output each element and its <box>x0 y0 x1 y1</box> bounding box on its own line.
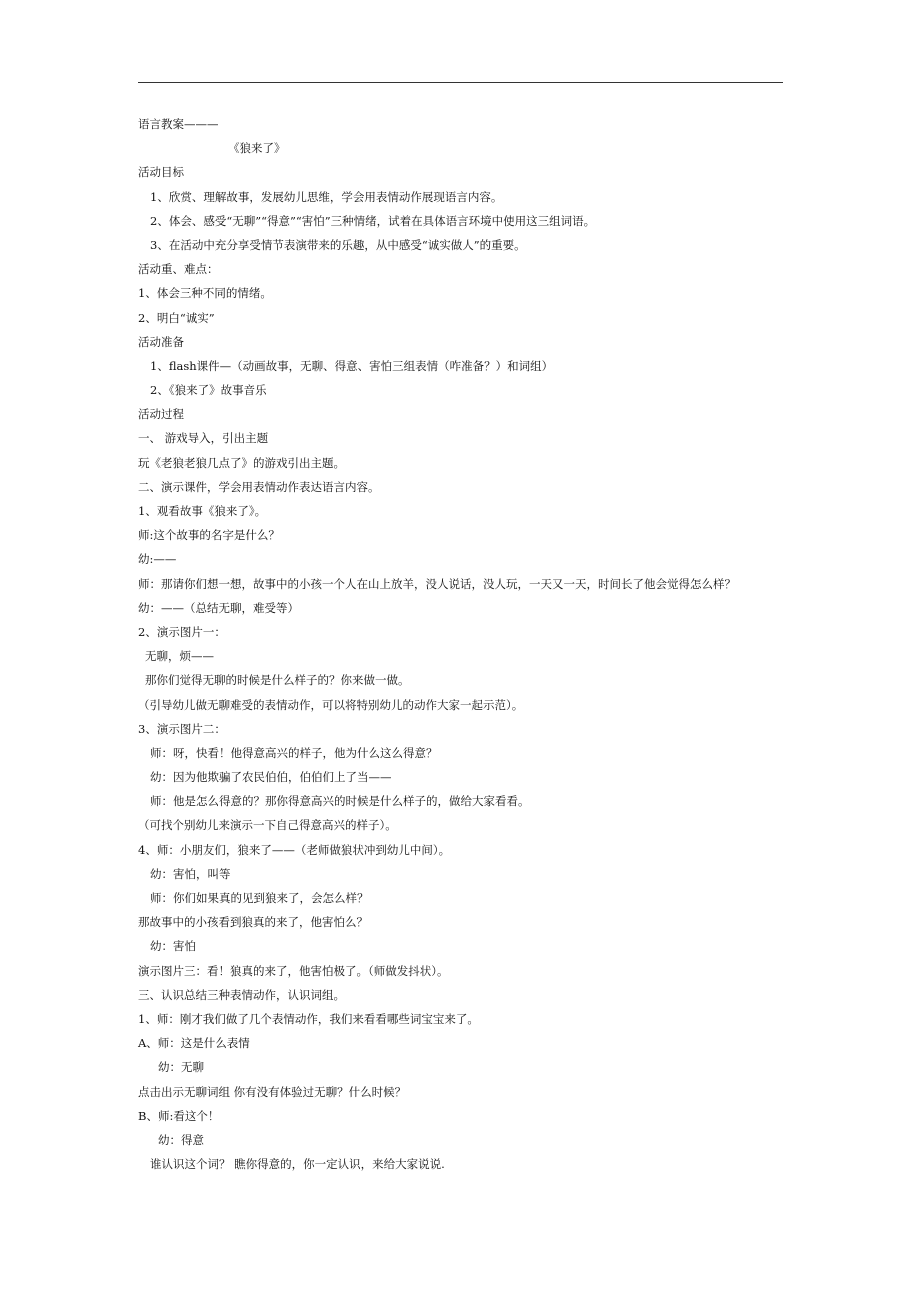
text-line: 幼：得意 <box>158 1132 204 1147</box>
text-line: 点击出示无聊词组 你有没有体验过无聊？什么时候？ <box>138 1084 407 1099</box>
document-heading: 语言教案——— <box>138 117 219 131</box>
text-line: 幼:—— <box>138 552 177 567</box>
text-line: 无聊，烦—— <box>145 649 214 664</box>
text-line: 师：他是怎么得意的？那你得意高兴的时候是什么样子的，做给大家看看。 <box>150 794 530 809</box>
text-line: 活动过程 <box>138 407 184 422</box>
text-line: 师：呀，快看！他得意高兴的样子，他为什么这么得意？ <box>150 745 438 760</box>
text-line: 三、认识总结三种表情动作，认识词组。 <box>138 987 345 1002</box>
text-line: 师：那请你们想一想，故事中的小孩一个人在山上放羊，没人说话，没人玩，一天又一天，时间长了他会觉得怎么样？ <box>138 576 736 591</box>
text-line: 1、flash课件—（动画故事，无聊、得意、害怕三组表情（咋准备？）和词组） <box>150 358 554 373</box>
text-line: 演示图片三：看！狼真的来了，他害怕极了。（师做发抖状）。 <box>138 963 449 978</box>
text-line: 那你们觉得无聊的时候是什么样子的？你来做一做。 <box>145 673 410 688</box>
text-line: 2、《狼来了》故事音乐 <box>150 383 267 398</box>
text-line: 1、体会三种不同的情绪。 <box>138 286 272 301</box>
document-body <box>138 112 798 1176</box>
text-line: 1、观看故事《狼来了》。 <box>138 504 267 518</box>
text-line: 2、演示图片一： <box>138 624 226 639</box>
text-line: 1、师：刚才我们做了几个表情动作，我们来看看哪些词宝宝来了。 <box>138 1011 479 1026</box>
text-line: 师:这个故事的名字是什么？ <box>138 528 280 543</box>
text-line: 幼：无聊 <box>158 1060 204 1075</box>
text-line: 3、在活动中充分享受情节表演带来的乐趣，从中感受“诚实做人”的重要。 <box>150 237 526 252</box>
text-line: A、师：这是什么表情 <box>138 1036 250 1051</box>
text-line: 一、 游戏导入，引出主题 <box>138 431 269 446</box>
text-line: 幼：害怕 <box>150 939 196 954</box>
text-line: 4、师：小朋友们，狼来了——（老师做狼状冲到幼儿中间）。 <box>138 842 451 857</box>
text-line: 1、欣赏、理解故事，发展幼儿思维，学会用表情动作展现语言内容。 <box>150 189 503 204</box>
text-line: （引导幼儿做无聊难受的表情动作，可以将特别幼儿的动作大家一起示范）。 <box>138 697 524 712</box>
text-line: 活动目标 <box>138 165 184 180</box>
text-line: 2、体会、感受“无聊”“得意”“害怕”三种情绪，试着在具体语言环境中使用这三组词语。 <box>150 213 596 228</box>
text-line: 谁认识这个词？ 瞧你得意的，你一定认识，来给大家说说. <box>150 1157 445 1172</box>
text-line: （可找个别幼儿来演示一下自己得意高兴的样子）。 <box>138 818 397 833</box>
text-line: 幼：——（总结无聊，难受等） <box>138 600 299 615</box>
text-line: 师：你们如果真的见到狼来了，会怎么样？ <box>150 891 369 905</box>
text-line: 幼：因为他欺骗了农民伯伯，伯伯们上了当—— <box>150 770 392 785</box>
text-line: 3、演示图片二： <box>138 721 226 736</box>
text-line: 活动准备 <box>138 334 184 349</box>
text-line: 2、明白“诚实” <box>138 310 215 325</box>
text-line: 那故事中的小孩看到狼真的来了，他害怕么？ <box>138 915 368 930</box>
text-line: 二、演示课件，学会用表情动作表达语言内容。 <box>138 479 380 494</box>
text-line: B、师:看这个！ <box>138 1108 220 1123</box>
text-line: 幼：害怕，叫等 <box>150 866 231 881</box>
header-rule <box>138 82 783 83</box>
lesson-title: 《狼来了》 <box>228 141 286 156</box>
text-line: 活动重、难点： <box>138 262 219 277</box>
text-line: 玩《老狼老狼几点了》的游戏引出主题。 <box>138 455 345 470</box>
